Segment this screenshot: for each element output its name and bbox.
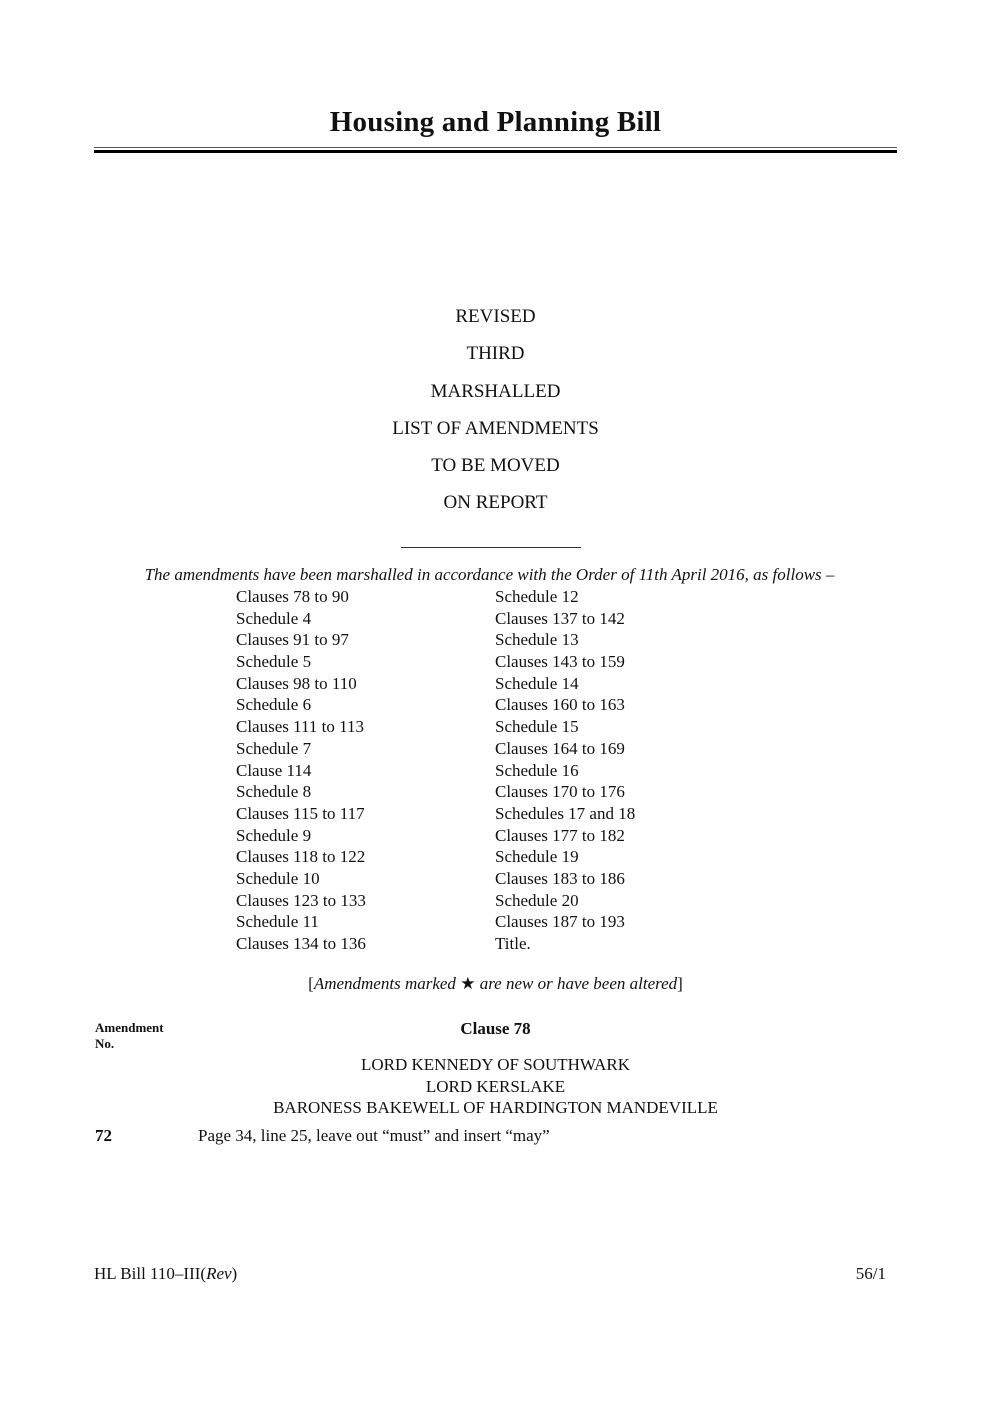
order-item: Schedule 8 xyxy=(236,782,312,802)
page-title: Housing and Planning Bill xyxy=(329,106,662,138)
amendment-no-label-line1: Amendment xyxy=(95,1020,164,1035)
order-column-right xyxy=(495,586,635,955)
amendment-number: 72 xyxy=(95,1126,112,1145)
sponsor-name: LORD KERSLAKE xyxy=(425,1076,566,1096)
order-item: Schedule 15 xyxy=(495,717,579,737)
order-item: Schedule 6 xyxy=(236,695,312,715)
heading-line: REVISED xyxy=(455,306,536,327)
amendment-text: Page 34, line 25, leave out “must” and insert “may” xyxy=(198,1126,550,1145)
order-item: Clauses 78 to 90 xyxy=(236,587,349,606)
order-item: Clauses 115 to 117 xyxy=(236,803,365,823)
sponsors-list xyxy=(0,1054,991,1119)
title-rule-thin xyxy=(94,147,897,148)
heading-line: LIST OF AMENDMENTS xyxy=(392,417,599,439)
star-note-close-bracket: ] xyxy=(677,974,683,993)
heading-line: MARSHALLED xyxy=(430,380,561,402)
heading-line: TO BE MOVED xyxy=(431,455,560,477)
star-note xyxy=(0,974,991,994)
footer-page-number: 56/1 xyxy=(855,1264,886,1283)
star-note-open-bracket: [ xyxy=(308,974,314,993)
order-item: Clauses 187 to 193 xyxy=(495,912,625,932)
heading-line: THIRD xyxy=(466,343,525,365)
order-item: Schedule 19 xyxy=(495,847,579,867)
order-item: Schedule 20 xyxy=(495,890,579,910)
sponsor-name: BARONESS BAKEWELL OF HARDINGTON MANDEVILLE xyxy=(273,1098,718,1117)
order-item: Schedule 5 xyxy=(236,652,312,672)
order-item: Clauses 143 to 159 xyxy=(495,652,625,672)
order-item: Schedule 12 xyxy=(495,587,579,606)
footer-bill-ref-main: HL Bill 110–III( xyxy=(94,1264,207,1283)
title-rule-thick xyxy=(94,150,897,153)
heading-divider xyxy=(401,547,581,548)
order-item: Clauses 118 to 122 xyxy=(236,847,366,867)
order-item: Schedule 13 xyxy=(495,630,579,650)
order-item: Clause 114 xyxy=(236,760,312,780)
footer-bill-reference xyxy=(94,1264,237,1284)
order-item: Schedule 9 xyxy=(236,825,312,845)
order-item: Clauses 111 to 113 xyxy=(236,717,364,737)
sponsor-name: LORD KENNEDY OF SOUTHWARK xyxy=(360,1055,630,1074)
footer-bill-ref-close: ) xyxy=(231,1264,238,1283)
star-note-suffix: are new or have been altered xyxy=(475,974,678,993)
heading-block xyxy=(0,305,991,529)
order-item: Clauses 183 to 186 xyxy=(495,868,625,888)
order-item: Clauses 137 to 142 xyxy=(495,608,625,628)
order-item: Clauses 177 to 182 xyxy=(495,825,625,845)
order-item: Schedules 17 and 18 xyxy=(495,803,636,823)
order-column-left xyxy=(236,586,366,955)
order-item: Schedule 7 xyxy=(236,738,312,758)
order-item: Clauses 164 to 169 xyxy=(495,738,625,758)
order-item: Schedule 4 xyxy=(236,608,312,628)
order-item: Schedule 16 xyxy=(495,760,579,780)
clause-heading: Clause 78 xyxy=(460,1019,531,1038)
order-item: Schedule 10 xyxy=(236,868,320,888)
marshalling-intro: The amendments have been marshalled in accordance with the Order of 11th April 2016, as follows – xyxy=(144,565,835,584)
order-item: Schedule 14 xyxy=(495,673,579,693)
heading-line: ON REPORT xyxy=(443,492,548,514)
order-item: Clauses 98 to 110 xyxy=(236,673,357,693)
order-item: Clauses 170 to 176 xyxy=(495,782,625,802)
star-note-prefix: Amendments marked xyxy=(313,974,461,993)
order-item: Clauses 91 to 97 xyxy=(236,630,349,650)
star-icon: ★ xyxy=(460,974,476,993)
footer-bill-ref-rev: Rev xyxy=(206,1264,232,1283)
order-item: Clauses 134 to 136 xyxy=(236,934,366,953)
amendment-no-label-line2: No. xyxy=(95,1036,115,1051)
order-item: Clauses 160 to 163 xyxy=(495,695,625,715)
order-item: Schedule 11 xyxy=(236,912,319,932)
order-item: Clauses 123 to 133 xyxy=(236,890,366,910)
order-item: Title. xyxy=(495,934,531,953)
